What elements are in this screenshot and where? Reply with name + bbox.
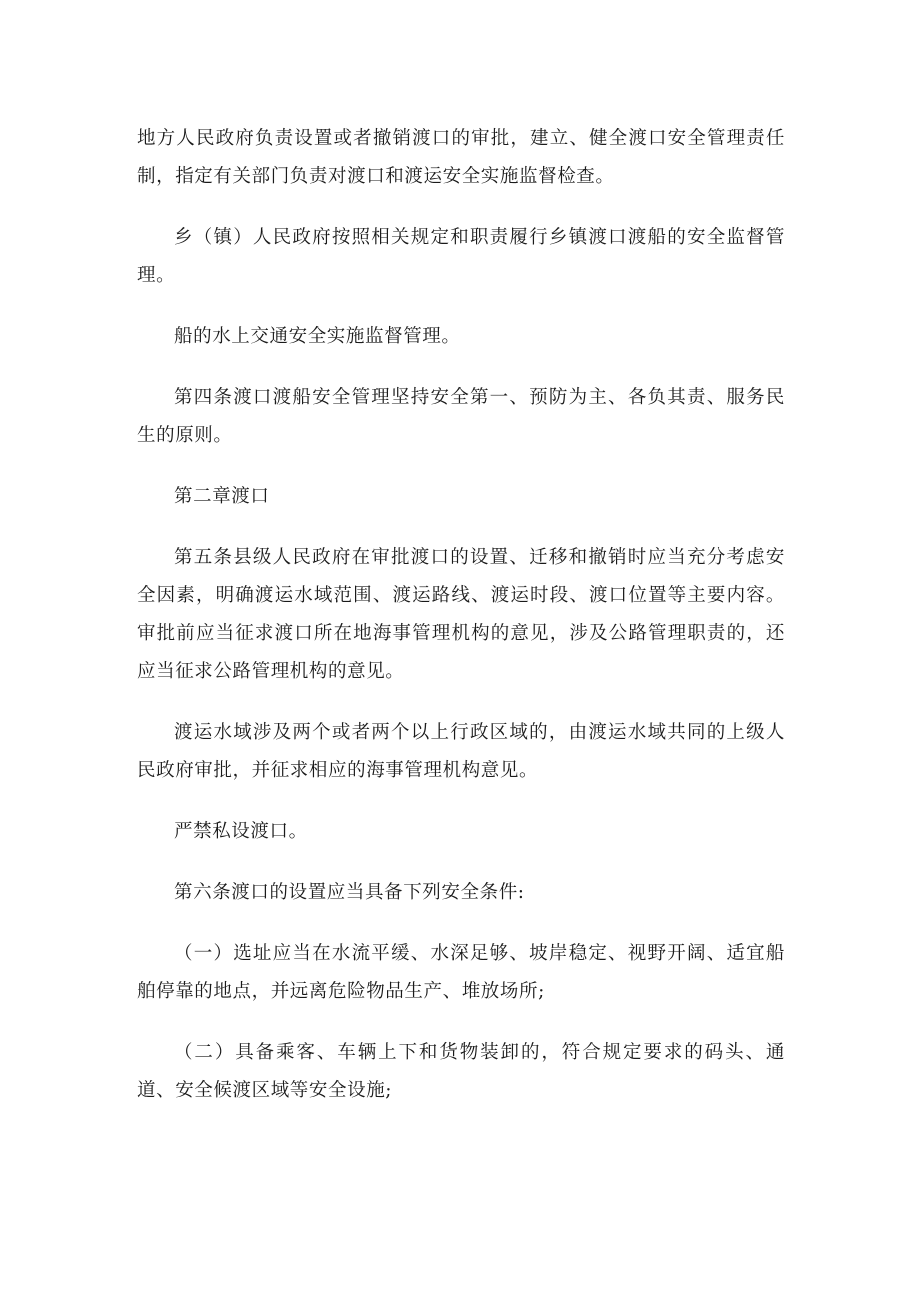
paragraph-cross-region-approval: 渡运水域涉及两个或者两个以上行政区域的，由渡运水域共同的上级人民政府审批，并征求相应的海事管理机构意见。 [137, 722, 785, 781]
paragraph-local-government-duties: 地方人民政府负责设置或者撤销渡口的审批，建立、健全渡口安全管理责任制，指定有关部门负责对渡口和渡运安全实施监督检查。 [137, 128, 785, 187]
paragraph-article-5: 第五条县级人民政府在审批渡口的设置、迁移和撤销时应当充分考虑安全因素，明确渡运水域范围、渡运路线、渡运时段、渡口位置等主要内容。审批前应当征求渡口所在地海事管理机构的意见，涉及公路管理职责的，还应当征求公路管理机构的意见。 [137, 547, 785, 682]
paragraph-prohibition: 严禁私设渡口。 [174, 821, 308, 842]
paragraph-water-traffic-supervision: 船的水上交通安全实施监督管理。 [174, 326, 461, 347]
paragraph-article-4: 第四条渡口渡船安全管理坚持安全第一、预防为主、各负其责、服务民生的原则。 [137, 387, 785, 446]
chapter-heading: 第二章渡口 [174, 486, 270, 507]
paragraph-article-6: 第六条渡口的设置应当具备下列安全条件: [174, 882, 525, 903]
list-item-condition-2: （二）具备乘客、车辆上下和货物装卸的，符合规定要求的码头、通道、安全候渡区域等安全设施; [137, 1042, 785, 1101]
list-item-condition-1: （一）选址应当在水流平缓、水深足够、坡岸稳定、视野开阔、适宜船舶停靠的地点，并远离危险物品生产、堆放场所; [137, 943, 785, 1002]
document-page [137, 120, 785, 1133]
paragraph-township-government: 乡（镇）人民政府按照相关规定和职责履行乡镇渡口渡船的安全监督管理。 [137, 227, 785, 286]
